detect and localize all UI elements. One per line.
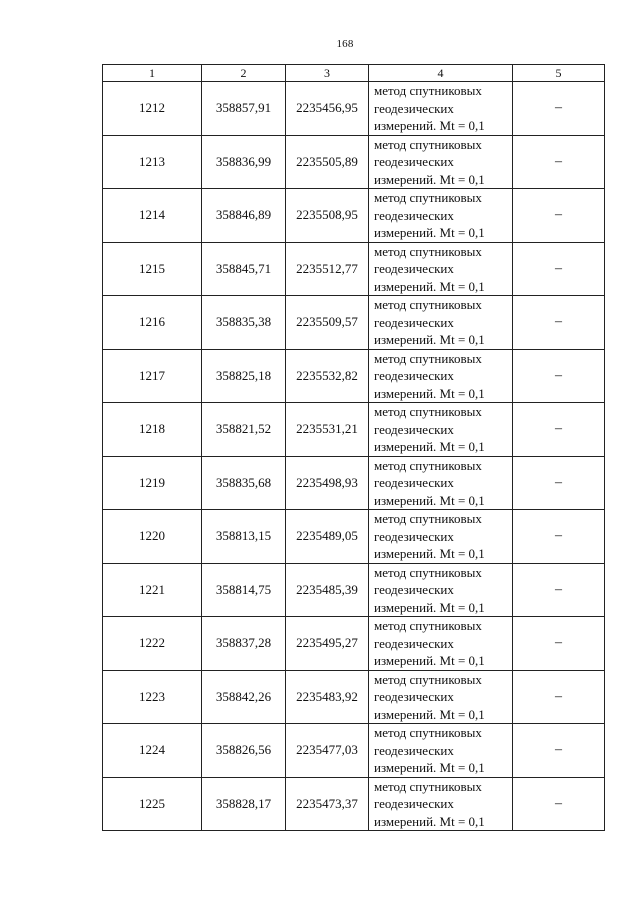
note-cell: –	[513, 617, 605, 671]
x-coordinate-cell: 358835,38	[202, 296, 286, 350]
note-cell: –	[513, 510, 605, 564]
y-coordinate-cell: 2235473,37	[286, 777, 369, 831]
table-row	[103, 349, 605, 403]
method-line: геодезических	[374, 421, 454, 437]
point-number-cell: 1212	[103, 82, 202, 136]
y-coordinate-cell: 2235456,95	[286, 82, 369, 136]
method-line: метод спутниковых	[374, 618, 482, 633]
table-row	[103, 82, 605, 136]
method-line: измерений. Mt = 0,1	[374, 599, 485, 615]
note-cell: –	[513, 349, 605, 403]
method-line: геодезических	[374, 742, 454, 758]
table-row	[103, 670, 605, 724]
table-body	[103, 82, 605, 831]
coordinates-table	[102, 64, 605, 831]
method-cell	[369, 724, 513, 778]
method-line: геодезических	[374, 689, 454, 704]
y-coordinate-cell: 2235495,27	[286, 617, 369, 671]
method-line: метод спутниковых	[374, 778, 482, 794]
table-row	[103, 403, 605, 457]
method-line: метод спутниковых	[374, 564, 482, 580]
table-row	[103, 242, 605, 296]
note-cell: –	[513, 242, 605, 296]
y-coordinate-cell: 2235483,92	[286, 670, 369, 724]
point-number-cell: 1224	[103, 724, 202, 778]
x-coordinate-cell: 358846,89	[202, 189, 286, 243]
y-coordinate-cell: 2235489,05	[286, 510, 369, 564]
method-line: измерений. Mt = 0,1	[374, 171, 485, 187]
table-row	[103, 777, 605, 831]
x-coordinate-cell: 358836,99	[202, 135, 286, 189]
method-line: геодезических	[374, 314, 454, 330]
header-col-2: 2	[202, 65, 286, 82]
method-line: геодезических	[374, 475, 454, 490]
x-coordinate-cell: 358826,56	[202, 724, 286, 778]
method-cell	[369, 135, 513, 189]
y-coordinate-cell: 2235532,82	[286, 349, 369, 403]
note-cell: –	[513, 296, 605, 350]
x-coordinate-cell: 358837,28	[202, 617, 286, 671]
table-header	[103, 65, 605, 82]
note-cell: –	[513, 82, 605, 136]
method-line: измерений. Mt = 0,1	[374, 118, 485, 133]
method-cell	[369, 456, 513, 510]
table-row	[103, 617, 605, 671]
x-coordinate-cell: 358814,75	[202, 563, 286, 617]
method-line: измерений. Mt = 0,1	[374, 653, 485, 668]
method-line: геодезических	[374, 154, 454, 169]
method-line: метод спутниковых	[374, 671, 482, 687]
y-coordinate-cell: 2235509,57	[286, 296, 369, 350]
method-line: измерений. Mt = 0,1	[374, 706, 485, 722]
point-number-cell: 1214	[103, 189, 202, 243]
method-cell	[369, 563, 513, 617]
method-cell	[369, 403, 513, 457]
method-cell	[369, 510, 513, 564]
method-line: геодезических	[374, 528, 454, 544]
note-cell: –	[513, 403, 605, 457]
method-line: измерений. Mt = 0,1	[374, 225, 485, 240]
method-line: геодезических	[374, 635, 454, 651]
method-line: измерений. Mt = 0,1	[374, 385, 485, 401]
note-cell: –	[513, 135, 605, 189]
method-cell	[369, 242, 513, 296]
method-line: метод спутниковых	[374, 136, 482, 152]
point-number-cell: 1217	[103, 349, 202, 403]
table-row	[103, 510, 605, 564]
point-number-cell: 1213	[103, 135, 202, 189]
point-number-cell: 1225	[103, 777, 202, 831]
x-coordinate-cell: 358828,17	[202, 777, 286, 831]
y-coordinate-cell: 2235505,89	[286, 135, 369, 189]
x-coordinate-cell: 358835,68	[202, 456, 286, 510]
method-line: измерений. Mt = 0,1	[374, 492, 485, 508]
method-line: измерений. Mt = 0,1	[374, 332, 485, 347]
method-line: метод спутниковых	[374, 190, 482, 205]
table-row	[103, 189, 605, 243]
method-cell	[369, 189, 513, 243]
note-cell: –	[513, 777, 605, 831]
y-coordinate-cell: 2235512,77	[286, 242, 369, 296]
x-coordinate-cell: 358821,52	[202, 403, 286, 457]
y-coordinate-cell: 2235508,95	[286, 189, 369, 243]
header-col-1: 1	[103, 65, 202, 82]
method-line: геодезических	[374, 207, 454, 223]
method-line: метод спутниковых	[374, 83, 482, 98]
y-coordinate-cell: 2235531,21	[286, 403, 369, 457]
x-coordinate-cell: 358842,26	[202, 670, 286, 724]
method-line: метод спутниковых	[374, 725, 482, 740]
note-cell: –	[513, 189, 605, 243]
method-line: измерений. Mt = 0,1	[374, 813, 485, 829]
header-col-3: 3	[286, 65, 369, 82]
method-line: геодезических	[374, 100, 454, 116]
header-col-4: 4	[369, 65, 513, 82]
x-coordinate-cell: 358857,91	[202, 82, 286, 136]
method-line: геодезических	[374, 582, 454, 597]
x-coordinate-cell: 358813,15	[202, 510, 286, 564]
x-coordinate-cell: 358845,71	[202, 242, 286, 296]
method-line: метод спутниковых	[374, 511, 482, 526]
method-line: геодезических	[374, 368, 454, 383]
method-line: измерений. Mt = 0,1	[374, 546, 485, 561]
method-line: измерений. Mt = 0,1	[374, 760, 485, 775]
method-line: метод спутниковых	[374, 350, 482, 366]
point-number-cell: 1218	[103, 403, 202, 457]
point-number-cell: 1221	[103, 563, 202, 617]
method-cell	[369, 670, 513, 724]
header-row	[103, 65, 605, 82]
note-cell: –	[513, 456, 605, 510]
method-line: метод спутниковых	[374, 243, 482, 259]
note-cell: –	[513, 724, 605, 778]
point-number-cell: 1220	[103, 510, 202, 564]
y-coordinate-cell: 2235485,39	[286, 563, 369, 617]
header-col-5: 5	[513, 65, 605, 82]
page-number: 168	[336, 38, 354, 50]
point-number-cell: 1219	[103, 456, 202, 510]
table-row	[103, 563, 605, 617]
note-cell: –	[513, 670, 605, 724]
method-cell	[369, 296, 513, 350]
y-coordinate-cell: 2235477,03	[286, 724, 369, 778]
method-cell	[369, 82, 513, 136]
table-row	[103, 724, 605, 778]
point-number-cell: 1223	[103, 670, 202, 724]
note-cell: –	[513, 563, 605, 617]
method-line: измерений. Mt = 0,1	[374, 439, 485, 454]
point-number-cell: 1216	[103, 296, 202, 350]
method-line: метод спутниковых	[374, 457, 482, 473]
method-cell	[369, 349, 513, 403]
method-cell	[369, 617, 513, 671]
table-row	[103, 456, 605, 510]
method-line: метод спутниковых	[374, 404, 482, 419]
y-coordinate-cell: 2235498,93	[286, 456, 369, 510]
table-row	[103, 296, 605, 350]
method-line: геодезических	[374, 261, 454, 276]
table-row	[103, 135, 605, 189]
x-coordinate-cell: 358825,18	[202, 349, 286, 403]
method-line: метод спутниковых	[374, 297, 482, 312]
method-line: геодезических	[374, 796, 454, 811]
point-number-cell: 1215	[103, 242, 202, 296]
point-number-cell: 1222	[103, 617, 202, 671]
method-cell	[369, 777, 513, 831]
method-line: измерений. Mt = 0,1	[374, 278, 485, 294]
